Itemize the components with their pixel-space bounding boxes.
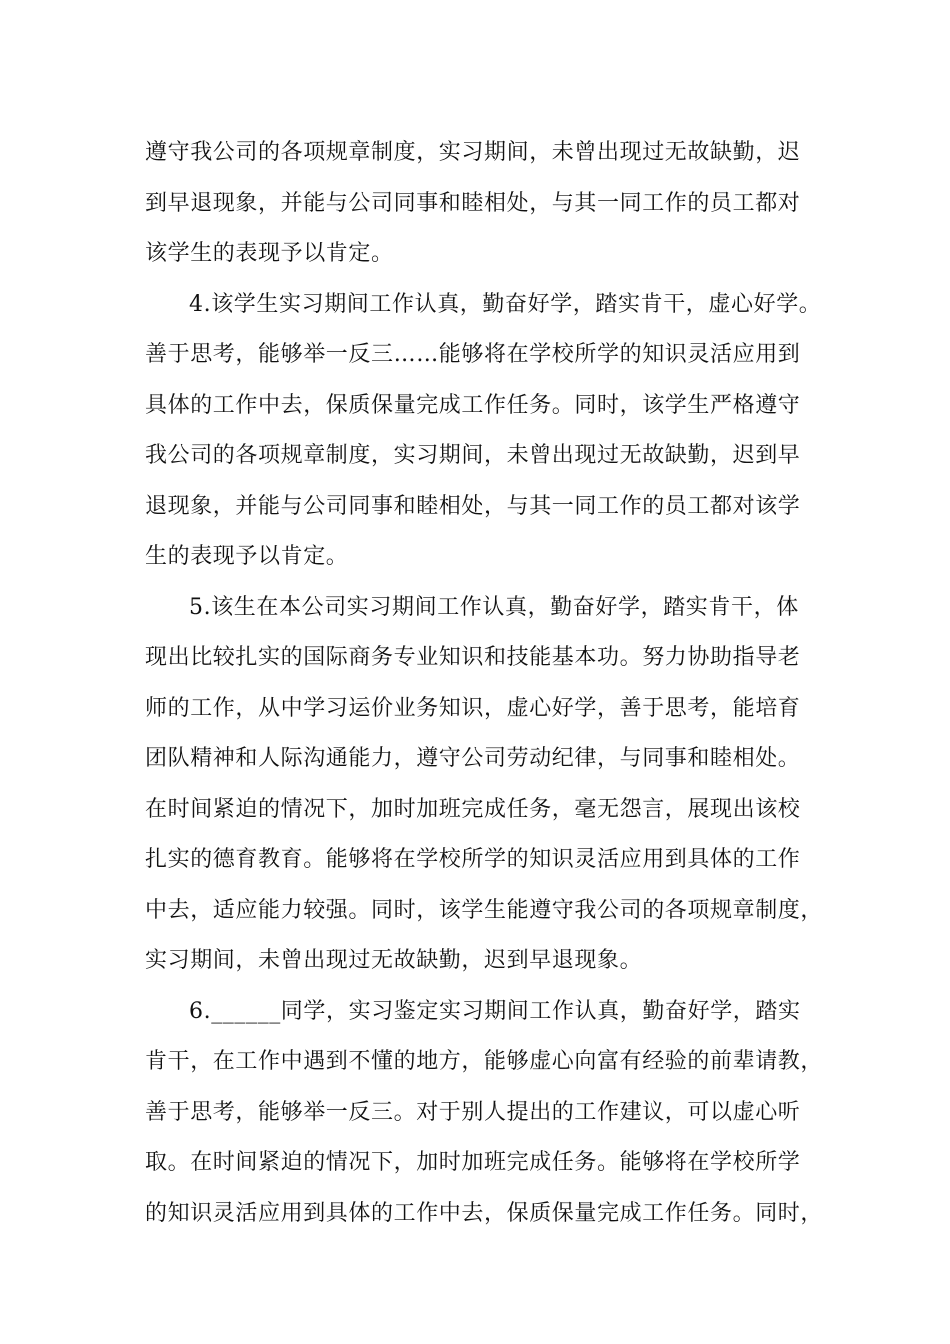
- text-line: 的知识灵活应用到具体的工作中去，保质保量完成工作任务。同时，: [145, 1200, 824, 1226]
- text-line: 扎实的德育教育。能够将在学校所学的知识灵活应用到具体的工作: [145, 847, 801, 872]
- document-body: [145, 128, 825, 1239]
- text-line: 实习期间，未曾出现过无故缺勤，迟到早退现象。: [145, 948, 643, 973]
- paragraph-start-line: 5.该生在本公司实习期间工作认真，勤奋好学，踏实肯干，体: [189, 594, 799, 620]
- text-line: 具体的工作中去，保质保量完成工作任务。同时，该学生严格遵守: [145, 392, 801, 418]
- text-line: 现出比较扎实的国际商务专业知识和技能基本功。努力协助指导老: [145, 645, 801, 670]
- text-line: 我公司的各项规章制度，实习期间，未曾出现过无故缺勤，迟到早: [145, 443, 801, 468]
- text-line: 退现象，并能与公司同事和睦相处，与其一同工作的员工都对该学: [145, 493, 801, 519]
- text-line: 肯干，在工作中遇到不懂的地方，能够虚心向富有经验的前辈请教，: [145, 1049, 824, 1074]
- text-line: 师的工作，从中学习运价业务知识，虚心好学，善于思考，能培育: [145, 695, 801, 721]
- text-line: 中去，适应能力较强。同时，该学生能遵守我公司的各项规章制度，: [145, 897, 824, 923]
- text-line: 团队精神和人际沟通能力，遵守公司劳动纪律，与同事和睦相处。: [145, 746, 801, 771]
- text-line: 生的表现予以肯定。: [145, 544, 349, 569]
- text-line: 该学生的表现予以肯定。: [145, 241, 394, 266]
- text-line: 到早退现象，并能与公司同事和睦相处，与其一同工作的员工都对: [145, 190, 801, 216]
- text-line: 善于思考，能够举一反三。对于别人提出的工作建议，可以虚心听: [145, 1099, 801, 1125]
- text-line: 遵守我公司的各项规章制度，实习期间，未曾出现过无故缺勤，迟: [145, 140, 801, 165]
- text-line: 在时间紧迫的情况下，加时加班完成任务，毫无怨言，展现出该校: [145, 796, 801, 822]
- paragraph-start-line: 6.______同学，实习鉴定实习期间工作认真，勤奋好学，踏实: [189, 998, 801, 1024]
- text-line: 善于思考，能够举一反三……能够将在学校所学的知识灵活应用到: [145, 342, 801, 367]
- text-line: 取。在时间紧迫的情况下，加时加班完成任务。能够将在学校所学: [145, 1150, 801, 1175]
- paragraph-start-line: 4.该学生实习期间工作认真，勤奋好学，踏实肯干，虚心好学。: [189, 291, 822, 317]
